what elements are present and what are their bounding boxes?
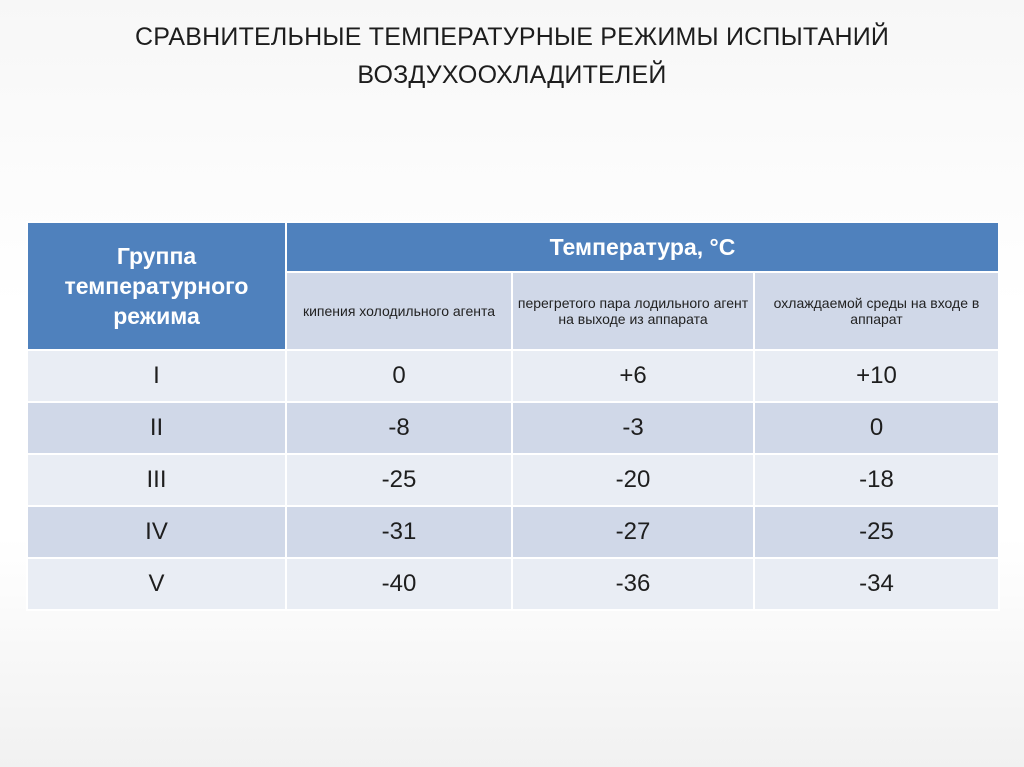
- subheader-boiling-label: кипения холодильного агента: [302, 303, 496, 319]
- subheader-boiling: [286, 272, 512, 350]
- group-cell: V: [27, 558, 286, 610]
- superheated-cell: +6: [512, 350, 754, 402]
- table-header-row: [27, 222, 999, 272]
- subheader-cooled-label: охлаждаемой среды на входе в аппарат: [773, 295, 980, 327]
- boiling-cell: -40: [286, 558, 512, 610]
- cooled-cell: 0: [754, 402, 999, 454]
- slide-title-line-1: СРАВНИТЕЛЬНЫЕ ТЕМПЕРАТУРНЫЕ РЕЖИМЫ ИСПЫТАНИЙ: [134, 23, 890, 51]
- superheated-cell: -20: [512, 454, 754, 506]
- subheader-cooled-medium: [754, 272, 999, 350]
- subheader-superheated-vapor: [512, 272, 754, 350]
- superheated-cell: -36: [512, 558, 754, 610]
- superheated-cell: -27: [512, 506, 754, 558]
- cooled-cell: -25: [754, 506, 999, 558]
- table-row: [27, 454, 999, 506]
- boiling-cell: -31: [286, 506, 512, 558]
- table-row: [27, 350, 999, 402]
- cooled-cell: -18: [754, 454, 999, 506]
- boiling-cell: 0: [286, 350, 512, 402]
- group-column-header: Группа температурного режима: [27, 222, 286, 350]
- group-cell: III: [27, 454, 286, 506]
- temperature-modes-table: [26, 221, 1000, 611]
- subheader-superheated-label: перегретого пара лодильного агент на выходе из аппарата: [517, 295, 749, 327]
- boiling-cell: -25: [286, 454, 512, 506]
- slide-title: [80, 18, 944, 94]
- table-row: [27, 402, 999, 454]
- slide-title-line-2: ВОЗДУХООХЛАДИТЕЛЕЙ: [357, 61, 667, 89]
- temperature-column-header: Температура, °С: [286, 222, 999, 272]
- table-row: [27, 558, 999, 610]
- group-cell: I: [27, 350, 286, 402]
- group-cell: IV: [27, 506, 286, 558]
- boiling-cell: -8: [286, 402, 512, 454]
- table-row: [27, 506, 999, 558]
- cooled-cell: +10: [754, 350, 999, 402]
- group-cell: II: [27, 402, 286, 454]
- cooled-cell: -34: [754, 558, 999, 610]
- superheated-cell: -3: [512, 402, 754, 454]
